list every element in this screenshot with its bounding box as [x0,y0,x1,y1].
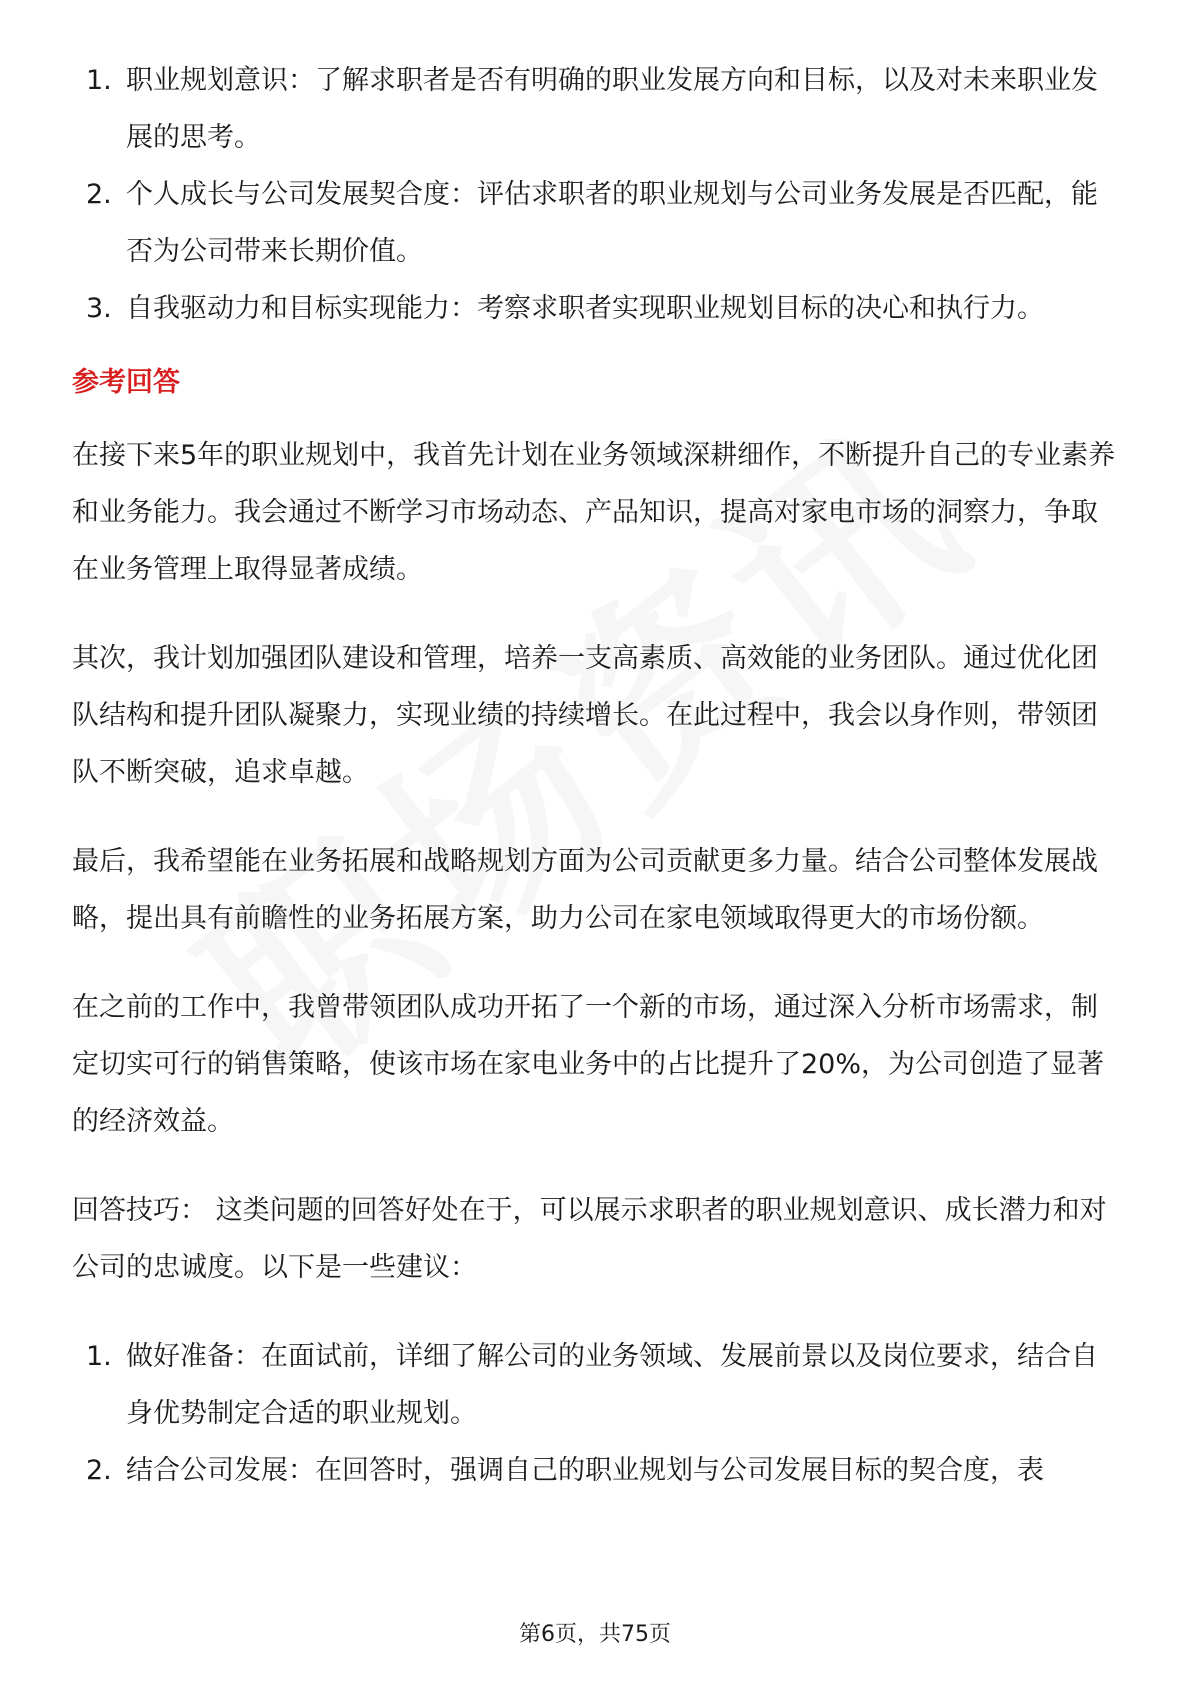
page-number-footer: 第6页，共75页 [519,1622,671,1647]
evaluation-points-list [72,52,1122,337]
list-item [72,1442,1122,1499]
list-item [72,52,1122,166]
paragraph: 其次，我计划加强团队建设和管理，培养一支高素质、高效能的业务团队。通过优化团队结构和提升团队凝聚力，实现业绩的持续增长。在此过程中，我会以身作则，带领团队不断突破，追求卓越。 [72,643,1098,788]
list-number: 3. [86,293,112,324]
paragraph: 最后，我希望能在业务拓展和战略规划方面为公司贡献更多力量。结合公司整体发展战略，提出具有前瞻性的业务拓展方案，助力公司在家电领域取得更大的市场份额。 [72,846,1098,934]
paragraph: 在之前的工作中，我曾带领团队成功开拓了一个新的市场，通过深入分析市场需求，制定切实可行的销售策略，使该市场在家电业务中的占比提升了20%，为公司创造了显著的经济效益。 [72,992,1105,1137]
tips-list [72,1328,1122,1499]
list-item-text: 个人成长与公司发展契合度：评估求职者的职业规划与公司业务发展是否匹配，能否为公司带来长期价值。 [126,179,1098,267]
reference-answer-heading: 参考回答 [72,367,180,398]
list-item-text: 做好准备：在面试前，详细了解公司的业务领域、发展前景以及岗位要求，结合自身优势制定合适的职业规划。 [126,1341,1098,1429]
list-number: 1. [86,1341,112,1372]
list-item-text: 自我驱动力和目标实现能力：考察求职者实现职业规划目标的决心和执行力。 [126,293,1044,324]
list-number: 1. [86,65,112,96]
list-item [72,166,1122,280]
list-item [72,280,1122,337]
list-item-text: 结合公司发展：在回答时，强调自己的职业规划与公司发展目标的契合度，表 [126,1455,1044,1486]
list-number: 2. [86,1455,112,1486]
answer-tips-paragraph: 回答技巧： 这类问题的回答好处在于，可以展示求职者的职业规划意识、成长潜力和对公司的忠诚度。以下是一些建议： [72,1195,1107,1283]
list-number: 2. [86,179,112,210]
paragraph: 在接下来5年的职业规划中，我首先计划在业务领域深耕细作，不断提升自己的专业素养和业务能力。我会通过不断学习市场动态、产品知识，提高对家电市场的洞察力，争取在业务管理上取得显著成绩。 [72,440,1116,585]
list-item [72,1328,1122,1442]
content-body [72,52,1122,1499]
list-item-text: 职业规划意识：了解求职者是否有明确的职业发展方向和目标，以及对未来职业发展的思考。 [126,65,1098,153]
